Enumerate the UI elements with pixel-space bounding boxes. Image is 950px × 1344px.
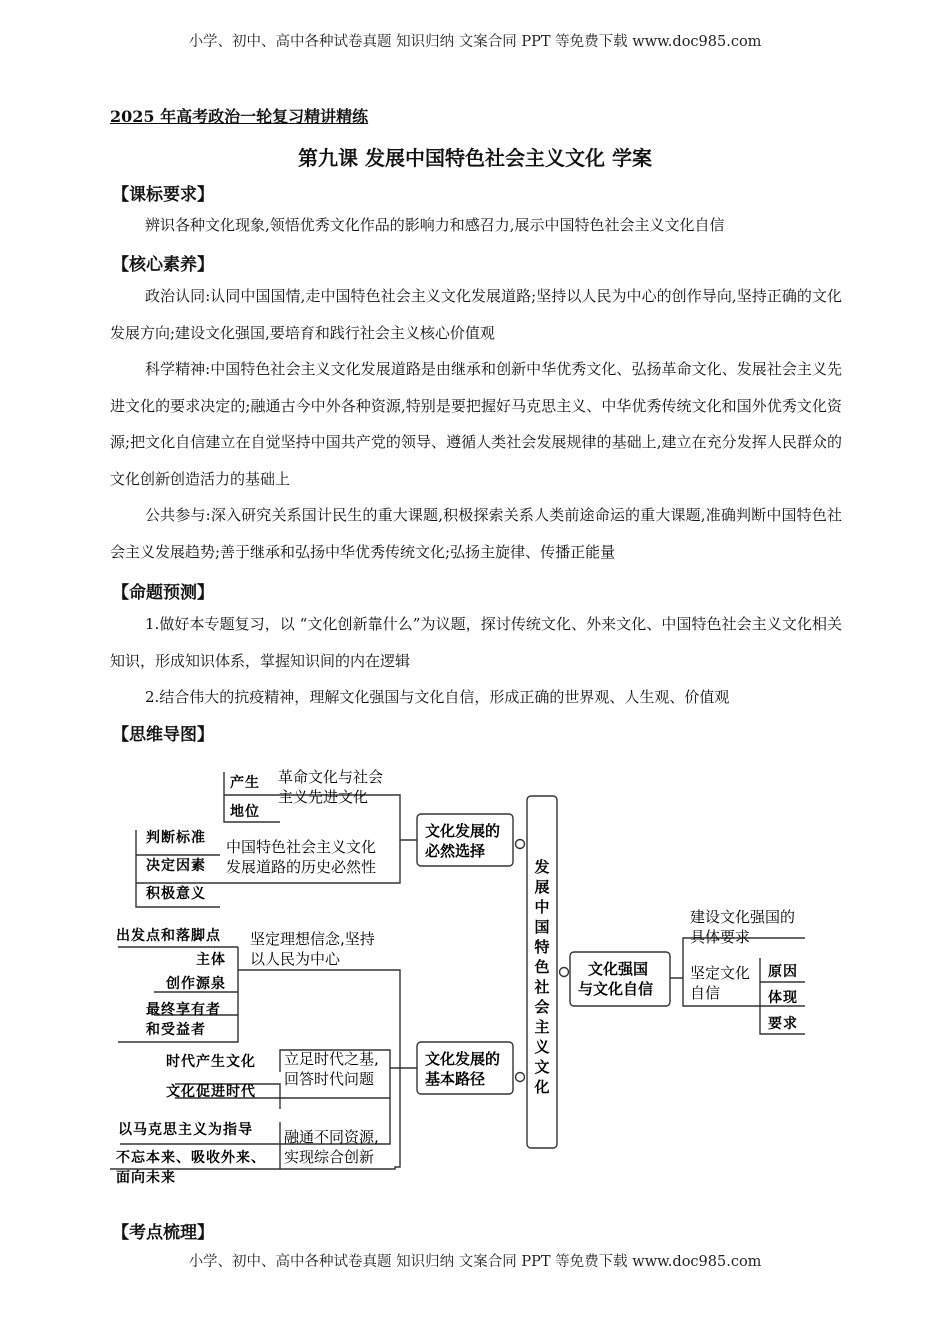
b2-title-line1: 文化发展的 — [425, 1050, 501, 1068]
b3-leaf-2: 体现 — [768, 990, 798, 1006]
b2-leaf-5: 和受益者 — [146, 1022, 206, 1038]
b3-leaf-1: 原因 — [768, 964, 798, 980]
center-char: 中 — [534, 898, 550, 916]
b2-leaf-3: 创作源泉 — [166, 976, 226, 992]
forecast-item-1: 1.做好本专题复习，以 “文化创新靠什么”为议题，探讨传统文化、外来文化、中国特色社会主义文化相关知识，形成知识体系，掌握知识间的内在逻辑 — [110, 615, 842, 670]
b2-leaf-2: 主体 — [196, 952, 226, 968]
b2-sub1-line1: 坚定理想信念,坚持 — [250, 930, 375, 948]
center-char: 会 — [534, 998, 550, 1016]
b3-title-line1: 文化强国 — [588, 960, 649, 978]
b1-leaf-2: 地位 — [230, 804, 260, 820]
b1-sub1-line2: 主义先进文化 — [278, 788, 369, 806]
center-char: 文 — [534, 1058, 550, 1076]
b3-sub2-line2: 自信 — [690, 984, 721, 1002]
center-char: 色 — [534, 958, 550, 976]
b2-leaf-4: 最终享有者 — [146, 1002, 221, 1018]
b2-leaf-9: 不忘本来、吸收外来、 — [116, 1150, 266, 1166]
b1-sub2-line1: 中国特色社会主义文化 — [226, 838, 377, 856]
center-char: 展 — [534, 878, 550, 896]
center-char: 主 — [534, 1018, 550, 1036]
b2-leaf-1: 出发点和落脚点 — [116, 928, 221, 944]
b2-sub2-line2: 回答时代问题 — [284, 1070, 375, 1088]
doc-label: 2025 年高考政治一轮复习精讲精练 — [110, 107, 369, 126]
b3-leaf-3: 要求 — [768, 1016, 798, 1032]
literacy-para-2: 科学精神:中国特色社会主义文化发展道路是由继承和创新中华优秀文化、弘扬革命文化、发展社会主义先进文化的要求决定的;融通古今中外各种资源,特别是要把握好马克思主义、中华优秀传统文化和国外优秀文化资源;把文化自信建立在自觉坚持中国共产党的领导、遵循人类社会发展规律的基础上,建立在充分发挥人民群众的文化创新创造活力的基础上 — [110, 360, 842, 488]
b1-title-line1: 文化发展的 — [425, 822, 501, 840]
b2-title-line2: 基本路径 — [425, 1070, 486, 1088]
b2-leaf-10: 面向未来 — [116, 1170, 176, 1186]
forecast-item-2: 2.结合伟大的抗疫精神，理解文化强国与文化自信，形成正确的世界观、人生观、价值观 — [145, 688, 730, 706]
center-char: 国 — [534, 918, 550, 936]
literacy-para-3: 公共参与:深入研究关系国计民生的重大课题,积极探索关系人类前途命运的重大课题,准确判断中国特色社会主义发展趋势;善于继承和弘扬中华优秀传统文化;弘扬主旋律、传播正能量 — [110, 506, 842, 561]
b3-title-line2: 与文化自信 — [578, 980, 654, 998]
literacy-para-1: 政治认同:认同中国国情,走中国特色社会主义文化发展道路;坚持以人民为中心的创作导向,坚持正确的文化发展方向;建设文化强国,要培育和践行社会主义核心价值观 — [110, 287, 842, 342]
page-footer: 小学、初中、高中各种试卷真题 知识归纳 文案合同 PPT 等免费下载 www.doc985.com — [188, 1254, 762, 1270]
center-char: 发 — [534, 858, 550, 876]
b2-sub3-line1: 融通不同资源, — [284, 1128, 379, 1146]
b1-leaf-3: 判断标准 — [146, 830, 206, 846]
b1-sub1-line1: 革命文化与社会 — [278, 768, 384, 786]
section-heading-mindmap: 【思维导图】 — [112, 725, 214, 745]
mind-map — [100, 752, 820, 1206]
center-vertical-text — [533, 858, 549, 1096]
center-char: 化 — [534, 1078, 550, 1096]
center-char: 社 — [534, 978, 550, 996]
section-heading-standard: 【课标要求】 — [112, 185, 214, 205]
doc-title: 第九课 发展中国特色社会主义文化 学案 — [298, 146, 652, 170]
center-char: 特 — [534, 938, 550, 956]
b1-title-line2: 必然选择 — [425, 842, 486, 860]
b2-sub3-line2: 实现综合创新 — [284, 1148, 375, 1166]
b2-leaf-8: 以马克思主义为指导 — [118, 1122, 253, 1138]
section-heading-points: 【考点梳理】 — [112, 1223, 214, 1243]
section-heading-literacy: 【核心素养】 — [112, 255, 214, 275]
b2-leaf-7: 文化促进时代 — [166, 1084, 256, 1100]
b1-leaf-4: 决定因素 — [146, 858, 206, 874]
b3-sub1-line2: 具体要求 — [690, 928, 751, 946]
center-char: 义 — [534, 1038, 550, 1056]
page-header: 小学、初中、高中各种试卷真题 知识归纳 文案合同 PPT 等免费下载 www.doc985.com — [188, 34, 762, 50]
b1-leaf-1: 产生 — [230, 775, 260, 791]
b2-sub2-line1: 立足时代之基, — [284, 1050, 379, 1068]
b3-sub1-line1: 建设文化强国的 — [690, 908, 796, 926]
b2-sub1-line2: 以人民为中心 — [250, 950, 341, 968]
b3-sub2-line1: 坚定文化 — [690, 964, 751, 982]
b1-leaf-5: 积极意义 — [146, 886, 206, 902]
section-heading-forecast: 【命题预测】 — [112, 583, 214, 603]
b2-leaf-6: 时代产生文化 — [166, 1054, 256, 1070]
standard-text: 辨识各种文化现象,领悟优秀文化作品的影响力和感召力,展示中国特色社会主义文化自信 — [145, 216, 725, 234]
b1-sub2-line2: 发展道路的历史必然性 — [226, 858, 377, 876]
